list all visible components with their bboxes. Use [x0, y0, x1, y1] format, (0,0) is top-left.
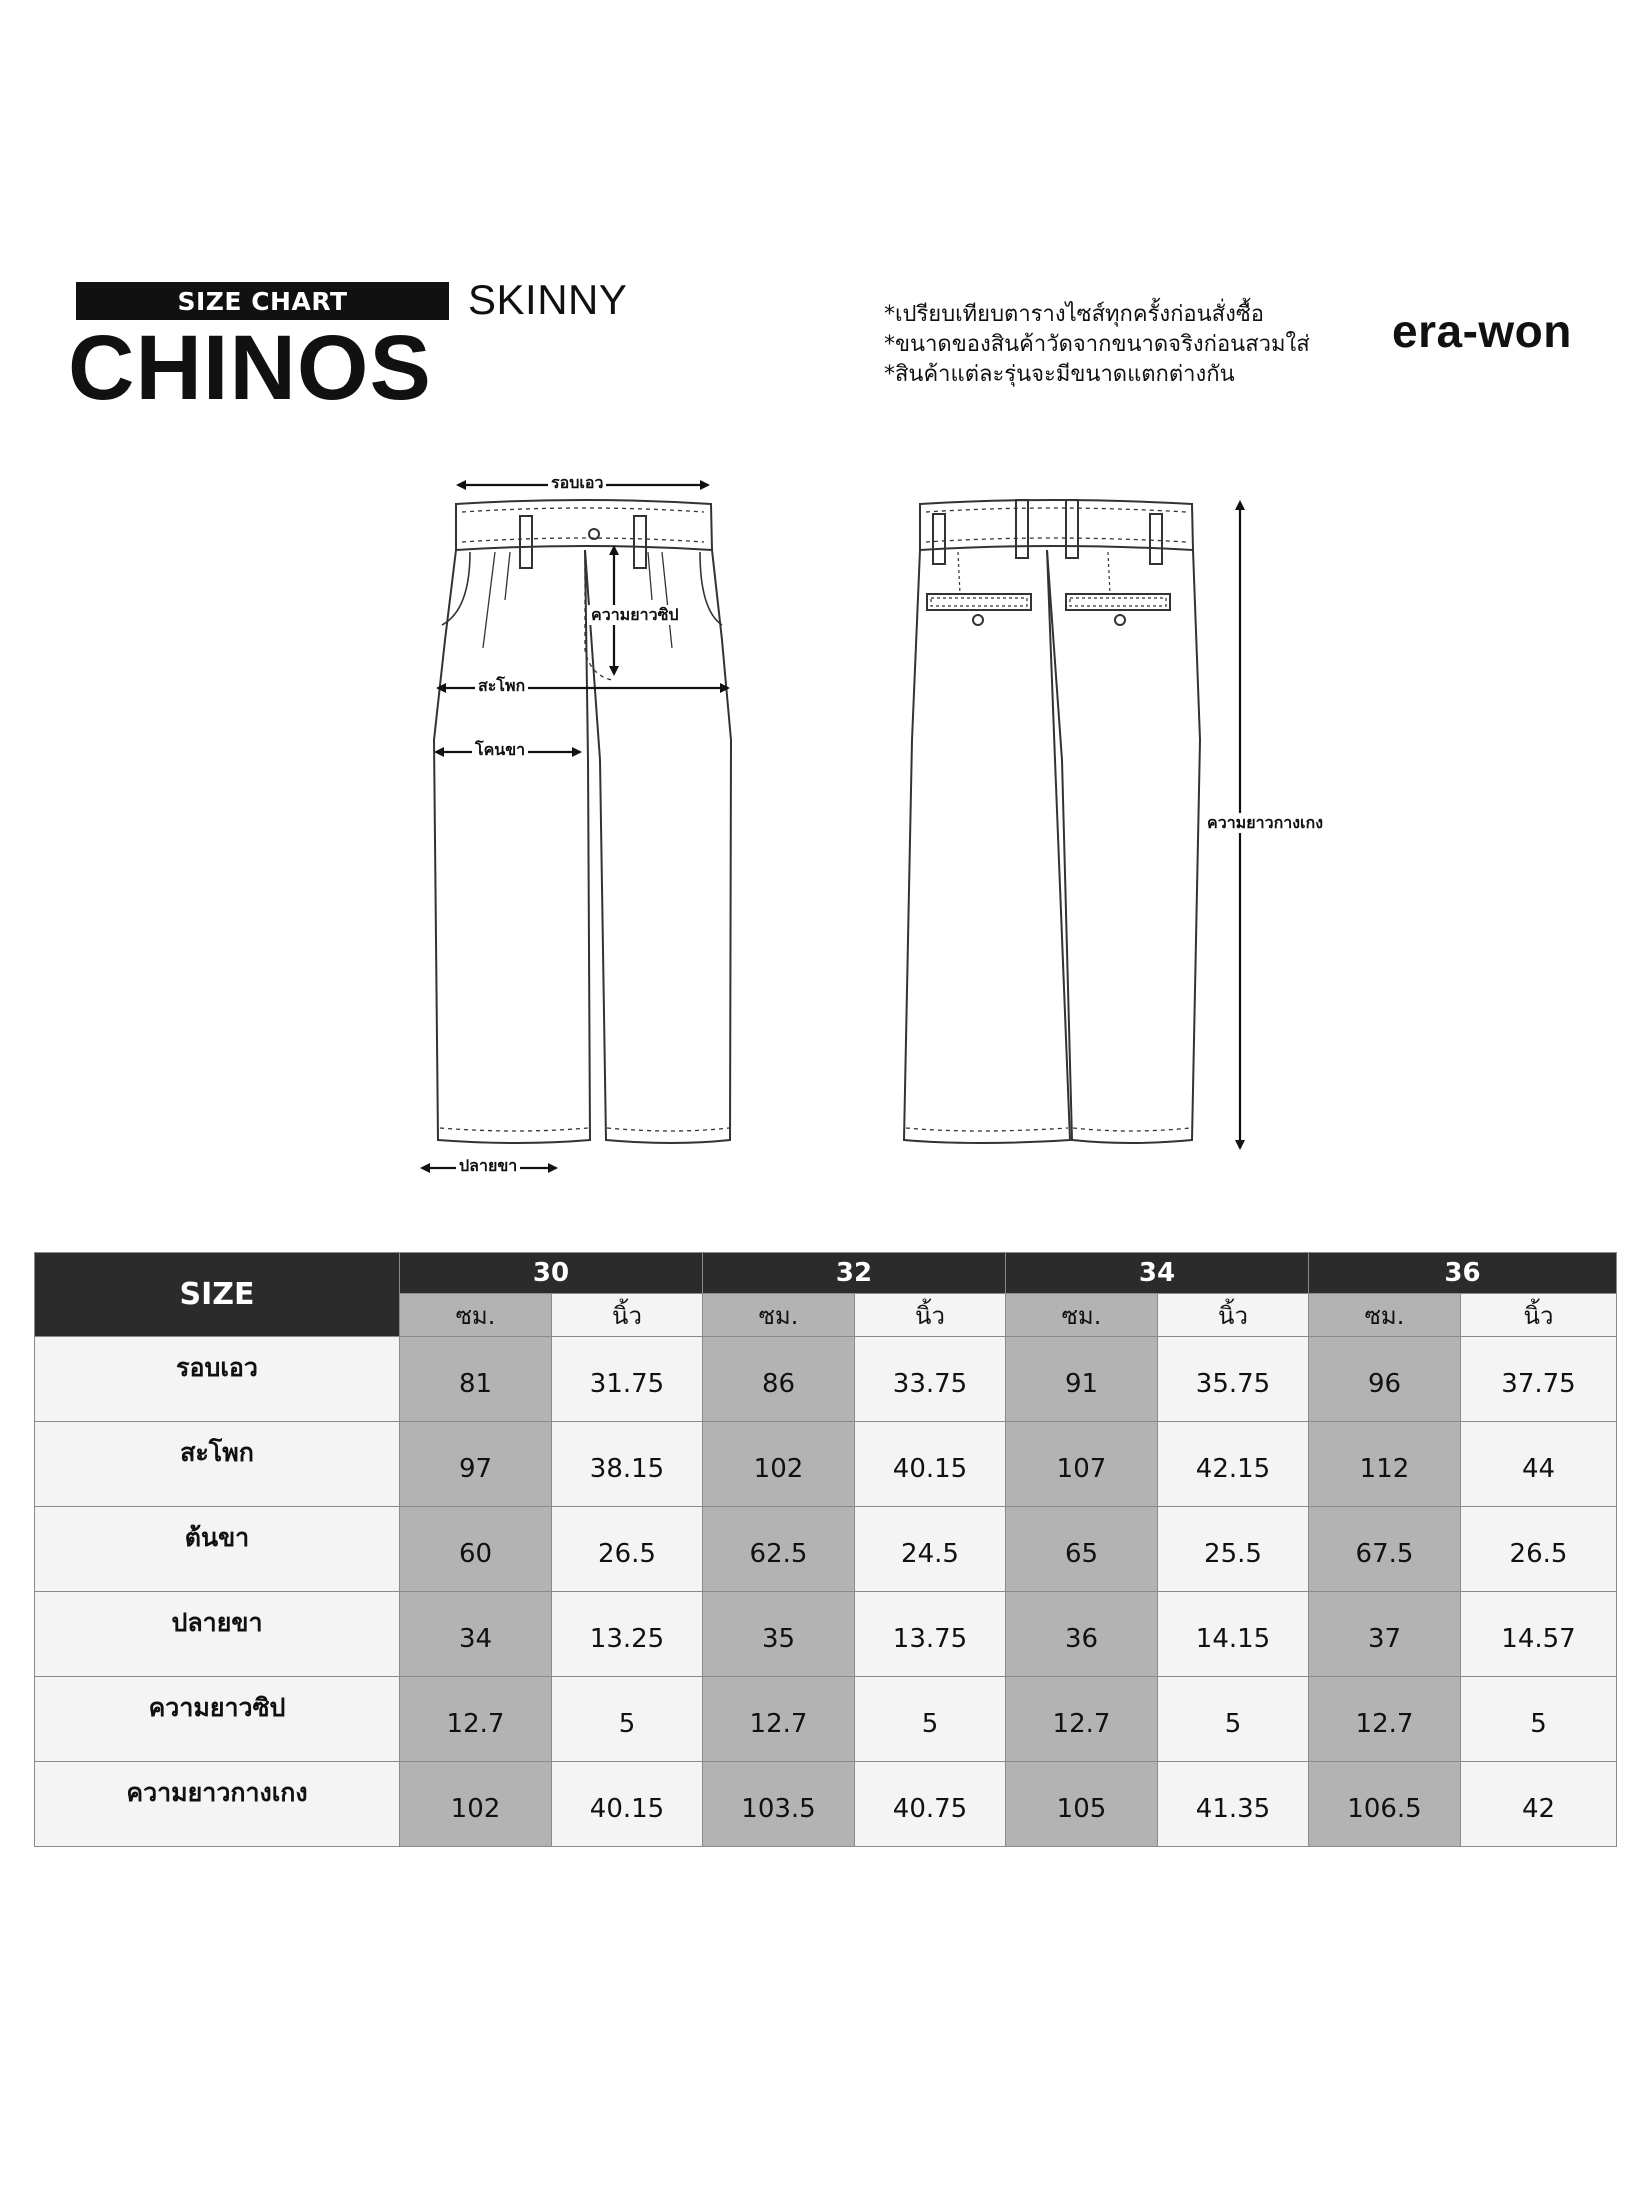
cell-cm: 35 — [703, 1592, 855, 1677]
table-body — [35, 1337, 1617, 1847]
cell-inch: 40.15 — [552, 1762, 703, 1847]
cell-cm: 112 — [1309, 1422, 1461, 1507]
brand-logo: era-won — [1392, 305, 1572, 357]
unit-cm-header: ซม. — [400, 1294, 552, 1337]
table-row — [35, 1422, 1617, 1507]
unit-inch-header: นิ้ว — [1461, 1294, 1617, 1337]
cell-inch: 26.5 — [552, 1507, 703, 1592]
pants-length-label: ความยาวกางเกง — [1204, 813, 1326, 833]
zip-length-label: ความยาวซิป — [588, 605, 682, 625]
cell-cm: 102 — [400, 1762, 552, 1847]
cell-inch: 14.57 — [1461, 1592, 1617, 1677]
unit-cm-header: ซม. — [1309, 1294, 1461, 1337]
style-name: SKINNY — [468, 276, 628, 323]
cell-cm: 102 — [703, 1422, 855, 1507]
row-label: ปลายขา — [35, 1592, 400, 1677]
cell-inch: 35.75 — [1158, 1337, 1309, 1422]
cell-inch: 13.25 — [552, 1592, 703, 1677]
table-row — [35, 1762, 1617, 1847]
cell-inch: 42 — [1461, 1762, 1617, 1847]
thigh-label: โคนขา — [472, 740, 528, 760]
cell-cm: 67.5 — [1309, 1507, 1461, 1592]
cell-inch: 13.75 — [855, 1592, 1006, 1677]
cell-inch: 40.75 — [855, 1762, 1006, 1847]
table-row — [35, 1677, 1617, 1762]
note-2: *ขนาดของสินค้าวัดจากขนาดจริงก่อนสวมใส่ — [884, 332, 1310, 357]
hem-label: ปลายขา — [456, 1156, 520, 1176]
cell-inch: 5 — [552, 1677, 703, 1762]
notes — [884, 300, 1310, 390]
note-1: *เปรียบเทียบตารางไซส์ทุกครั้งก่อนสั่งซื้อ — [884, 302, 1264, 327]
size-32-header: 32 — [703, 1253, 1006, 1294]
cell-cm: 37 — [1309, 1592, 1461, 1677]
front-view — [434, 500, 731, 1143]
table-row — [35, 1507, 1617, 1592]
cell-inch: 44 — [1461, 1422, 1617, 1507]
size-header: SIZE — [35, 1253, 400, 1337]
cell-inch: 14.15 — [1158, 1592, 1309, 1677]
cell-inch: 25.5 — [1158, 1507, 1309, 1592]
size-chart-badge: SIZE CHART — [76, 282, 449, 320]
back-view — [904, 500, 1200, 1143]
cell-inch: 5 — [1461, 1677, 1617, 1762]
cell-inch: 33.75 — [855, 1337, 1006, 1422]
product-title: CHINOS — [68, 317, 432, 419]
note-3: *สินค้าแต่ละรุ่นจะมีขนาดแตกต่างกัน — [884, 362, 1235, 387]
cell-cm: 81 — [400, 1337, 552, 1422]
cell-cm: 62.5 — [703, 1507, 855, 1592]
row-label: รอบเอว — [35, 1337, 400, 1422]
row-label: สะโพก — [35, 1422, 400, 1507]
cell-cm: 107 — [1006, 1422, 1158, 1507]
cell-cm: 12.7 — [703, 1677, 855, 1762]
cell-cm: 91 — [1006, 1337, 1158, 1422]
cell-inch: 37.75 — [1461, 1337, 1617, 1422]
cell-inch: 24.5 — [855, 1507, 1006, 1592]
row-label: ต้นขา — [35, 1507, 400, 1592]
cell-inch: 42.15 — [1158, 1422, 1309, 1507]
cell-inch: 26.5 — [1461, 1507, 1617, 1592]
cell-inch: 5 — [1158, 1677, 1309, 1762]
unit-inch-header: นิ้ว — [855, 1294, 1006, 1337]
unit-inch-header: นิ้ว — [1158, 1294, 1309, 1337]
size-table — [34, 1252, 1617, 1847]
table-row — [35, 1592, 1617, 1677]
table-row — [35, 1337, 1617, 1422]
size-30-header: 30 — [400, 1253, 703, 1294]
size-36-header: 36 — [1309, 1253, 1617, 1294]
row-label: ความยาวซิป — [35, 1677, 400, 1762]
cell-cm: 105 — [1006, 1762, 1158, 1847]
unit-cm-header: ซม. — [1006, 1294, 1158, 1337]
cell-cm: 34 — [400, 1592, 552, 1677]
unit-inch-header: นิ้ว — [552, 1294, 703, 1337]
cell-cm: 60 — [400, 1507, 552, 1592]
cell-inch: 40.15 — [855, 1422, 1006, 1507]
waist-label: รอบเอว — [548, 473, 606, 493]
hip-label: สะโพก — [475, 676, 528, 696]
cell-inch: 31.75 — [552, 1337, 703, 1422]
cell-cm: 96 — [1309, 1337, 1461, 1422]
cell-cm: 36 — [1006, 1592, 1158, 1677]
cell-inch: 38.15 — [552, 1422, 703, 1507]
unit-cm-header: ซม. — [703, 1294, 855, 1337]
cell-cm: 106.5 — [1309, 1762, 1461, 1847]
cell-cm: 65 — [1006, 1507, 1158, 1592]
cell-cm: 12.7 — [1309, 1677, 1461, 1762]
cell-inch: 5 — [855, 1677, 1006, 1762]
cell-cm: 12.7 — [1006, 1677, 1158, 1762]
row-label: ความยาวกางเกง — [35, 1762, 400, 1847]
cell-cm: 97 — [400, 1422, 552, 1507]
cell-cm: 86 — [703, 1337, 855, 1422]
cell-cm: 103.5 — [703, 1762, 855, 1847]
size-34-header: 34 — [1006, 1253, 1309, 1294]
cell-cm: 12.7 — [400, 1677, 552, 1762]
cell-inch: 41.35 — [1158, 1762, 1309, 1847]
